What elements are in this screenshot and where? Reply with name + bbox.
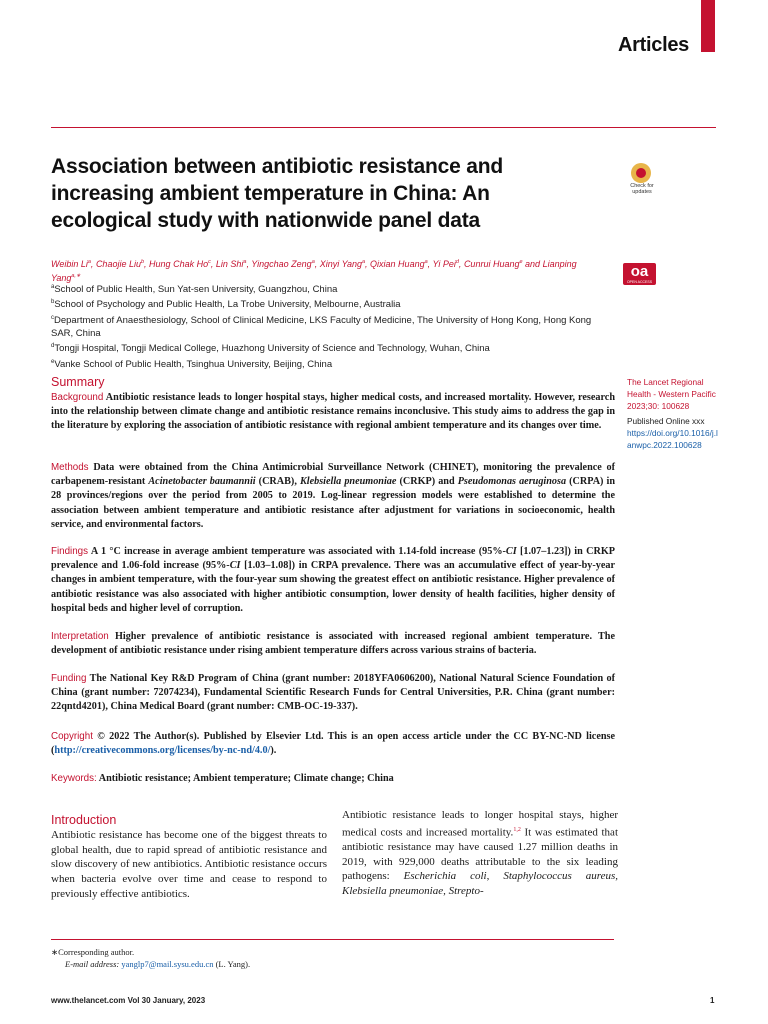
affiliation-text: Tongji Hospital, Tongji Medical College, Huazhong University of Science and Technology, Wuhan, China (54, 343, 490, 355)
license-link[interactable]: http://creativecommons.org/licenses/by-nc-nd/4.0/ (54, 745, 271, 757)
author-name: Hung Chak Ho (149, 259, 209, 269)
interpretation-label: Interpretation (51, 631, 109, 642)
header-rule (51, 127, 716, 128)
email-note (51, 958, 250, 970)
ci-abbrev: CI (505, 546, 517, 557)
affiliation-item (51, 281, 616, 296)
author-affiliation-mark: a (361, 259, 366, 265)
background-label: Background (51, 392, 104, 403)
section-label: Articles (618, 34, 689, 56)
abstract-methods (51, 461, 615, 532)
findings-label: Findings (51, 546, 89, 557)
species-name: Pseudomonas aeruginosa (457, 476, 567, 488)
header-accent-bar (701, 0, 715, 52)
check-updates-label: Check for updates (630, 183, 654, 195)
abstract-copyright (51, 730, 615, 758)
author-affiliation-mark: a,∗ (71, 273, 81, 279)
affiliation-text: School of Public Health, Sun Yat-sen University, Guangzhou, China (54, 284, 338, 296)
abstract-interpretation (51, 630, 615, 658)
summary-heading: Summary (51, 375, 105, 389)
methods-text: (CRAB), (255, 476, 300, 488)
affiliation-key: d (51, 343, 55, 350)
methods-text: (CRKP) and (396, 476, 458, 488)
footnotes (51, 946, 250, 970)
doi-link[interactable]: https://doi.org/10.1016/j.lanwpc.2022.100628 (627, 428, 718, 450)
keywords-text: Antibiotic resistance; Ambient temperature; Climate change; China (98, 773, 394, 784)
affiliation-key: c (51, 314, 54, 321)
abstract-background (51, 391, 615, 434)
methods-text: (CRPA) in 28 provinces/regions over the period from 2005 to 2019. Log-linear regression models were established to determine the association between ambient temperature and antibiotic resistance after adjustment for variations in socioeconomic, health service, and environmental factors. (51, 476, 616, 530)
author-affiliation-mark: a (87, 259, 91, 265)
author-conjunction: and (522, 259, 543, 269)
oa-sub-label: OPEN ACCESS (626, 280, 653, 284)
affiliation-item (51, 356, 616, 371)
author-affiliation-mark: a (424, 259, 428, 265)
author-affiliation-mark: c (208, 259, 211, 265)
oa-label: oa (630, 263, 649, 280)
author-name: Lin Shi (215, 259, 244, 269)
copyright-label: Copyright (51, 731, 93, 742)
interpretation-text: Higher prevalence of antibiotic resistance is associated with increased regional ambient temperature. The development of antibiotic resistance under rising ambient temperature differs across various strains of bacteria. (51, 631, 615, 657)
ci-abbrev: CI (229, 560, 241, 572)
author-name: Weibin Li (51, 259, 88, 269)
affiliation-list (51, 281, 616, 371)
author-name: Qixian Huang (370, 259, 425, 269)
author-affiliation-mark: a (311, 259, 315, 265)
intro-text-right: Antibiotic resistance leads to longer hospital stays, higher medical costs and increased mortality. (342, 809, 618, 839)
funding-label: Funding (51, 673, 87, 684)
open-access-badge (623, 263, 656, 285)
author-list: Weibin Li$^a$, Chaojie Liu$^b$, Hung Chak Ho$^c$, Lin Shi$^a$, Yingchao Zeng$^a$, Xinyi Yang$^a$, Qixian Huang$^a$, Yi Pei$^d$, Cunrui Huang$^e$ and Lianping Yang$^{a,∗}$ (51, 259, 577, 283)
keywords-label: Keywords: (51, 773, 97, 784)
author-name: Xinyi Yang (319, 259, 362, 269)
author-name: Yingchao Zeng (251, 259, 312, 269)
page-number: 1 (710, 996, 715, 1005)
findings-text: [1.03–1.08]) in CRPA prevalence. There was an accumulative effect of year-by-year changes in ambient temperature, with the four-year sum showing the greatest effect on antibiotic resistance. Higher prevalence of antibiotic resistance was also associated with higher antibiotic consumption, lower density of health facilities, higher density of hospital beds and higher level of corruption. (51, 560, 615, 614)
findings-text: A 1 °C increase in average ambient temperature was associated with 1.14-fold increase (95%- (90, 546, 506, 557)
author-name: Yi Pei (432, 259, 456, 269)
pathogen-names: Escherichia coli, Staphylococcus aureus, Klebsiella pneumoniae, Strepto- (342, 870, 618, 898)
affiliation-item (51, 296, 616, 311)
affiliation-key: b (51, 299, 55, 306)
intro-heading: Introduction (51, 813, 117, 827)
author-affiliation-mark: d (455, 259, 459, 265)
author-affiliation-mark: a (243, 259, 247, 265)
affiliation-key: a (51, 284, 55, 290)
copyright-text: © 2022 The Author(s). Published by Elsevier Ltd. This is an open access article under the CC BY-NC-ND license ( (51, 731, 615, 757)
funding-text: The National Key R&D Program of China (grant number: 2018YFA0606200), National Natural Science Foundation of China (grant number: 72074234), Fundamental Scientific Research Funds for Central Universities, P.R. China (grant number: 22qntd4201), China Medical Board (grant number: CMB-OC-19-337). (51, 673, 615, 713)
check-for-updates-badge[interactable] (622, 163, 662, 199)
author-name: Lianping Yang (51, 259, 577, 283)
check-updates-icon (631, 163, 651, 183)
intro-text-left: Antibiotic resistance has become one of the biggest threats to global health, due to rapid spread of antibiotic resistance and slow discovery of new antibiotics. Antibiotic resistance occurs when bacteria evolve over time and cease to respond to previously effective antibiotics. (51, 829, 327, 900)
species-name: Klebsiella pneumoniae (299, 476, 397, 488)
citation-ref[interactable]: 1,2 (513, 826, 521, 833)
copyright-text: ). (270, 745, 277, 757)
species-name: Acinetobacter baumannii (148, 476, 256, 488)
methods-label: Methods (51, 462, 89, 473)
methods-text: Data were obtained from the China Antimicrobial Surveillance Network (CHINET), monitoring the prevalence of carbapenem-resistant (51, 462, 615, 488)
intro-column-left (51, 812, 327, 902)
affiliation-text: Department of Anaesthesiology, School of Clinical Medicine, LKS Faculty of Medicine, The University of Hong Kong, Hong Kong SAR, China (51, 314, 592, 340)
abstract-funding (51, 672, 615, 715)
intro-text-right: It was estimated that antibiotic resistance may have caused 1.27 million deaths in 2019, with 929,000 deaths attributable to the six leading pathogens: (342, 826, 618, 883)
affiliation-text: School of Psychology and Public Health, La Trobe University, Melbourne, Australia (54, 299, 401, 311)
footnote-rule (51, 939, 614, 940)
author-affiliation-mark: e (519, 259, 523, 265)
abstract-keywords (51, 772, 615, 786)
abstract-findings (51, 545, 615, 616)
journal-citation: The Lancet Regional Health - Western Pacific 2023;30: 100628 (627, 377, 716, 411)
background-text: Antibiotic resistance leads to longer hospital stays, higher medical costs, and increased mortality. However, research into the relationship between climate change and antibiotic resistance remains inconclusive. This study aims to address the gap in the literature by exploring the association of antibiotic resistance with regional ambient temperature and its changes over time. (51, 392, 615, 432)
author-affiliation-mark: b (140, 259, 145, 265)
footer-journal[interactable]: www.thelancet.com Vol 30 January, 2023 (51, 996, 206, 1005)
published-online: Published Online xxx (627, 416, 705, 426)
affiliation-item (51, 312, 616, 341)
findings-text: [1.07–1.23]) in CRKP prevalence and 1.06-fold increase (95%- (51, 546, 615, 572)
author-name: Cunrui Huang (463, 259, 520, 269)
affiliation-item (51, 340, 616, 355)
email-link[interactable]: yanglp7@mail.sysu.edu.cn (121, 959, 214, 969)
email-label: E-mail address: (65, 959, 120, 969)
intro-column-right (342, 808, 618, 899)
article-title: Association between antibiotic resistance and increasing ambient temperature in China: An ecological study with nationwide panel data (51, 155, 503, 232)
corresponding-author-note: ∗Corresponding author. (51, 947, 135, 957)
author-name: Chaojie Liu (95, 259, 141, 269)
affiliation-text: Vanke School of Public Health, Tsinghua University, Beijing, China (54, 358, 333, 370)
side-info (627, 376, 722, 451)
affiliation-key: e (51, 358, 55, 365)
email-suffix: (L. Yang). (213, 959, 251, 969)
